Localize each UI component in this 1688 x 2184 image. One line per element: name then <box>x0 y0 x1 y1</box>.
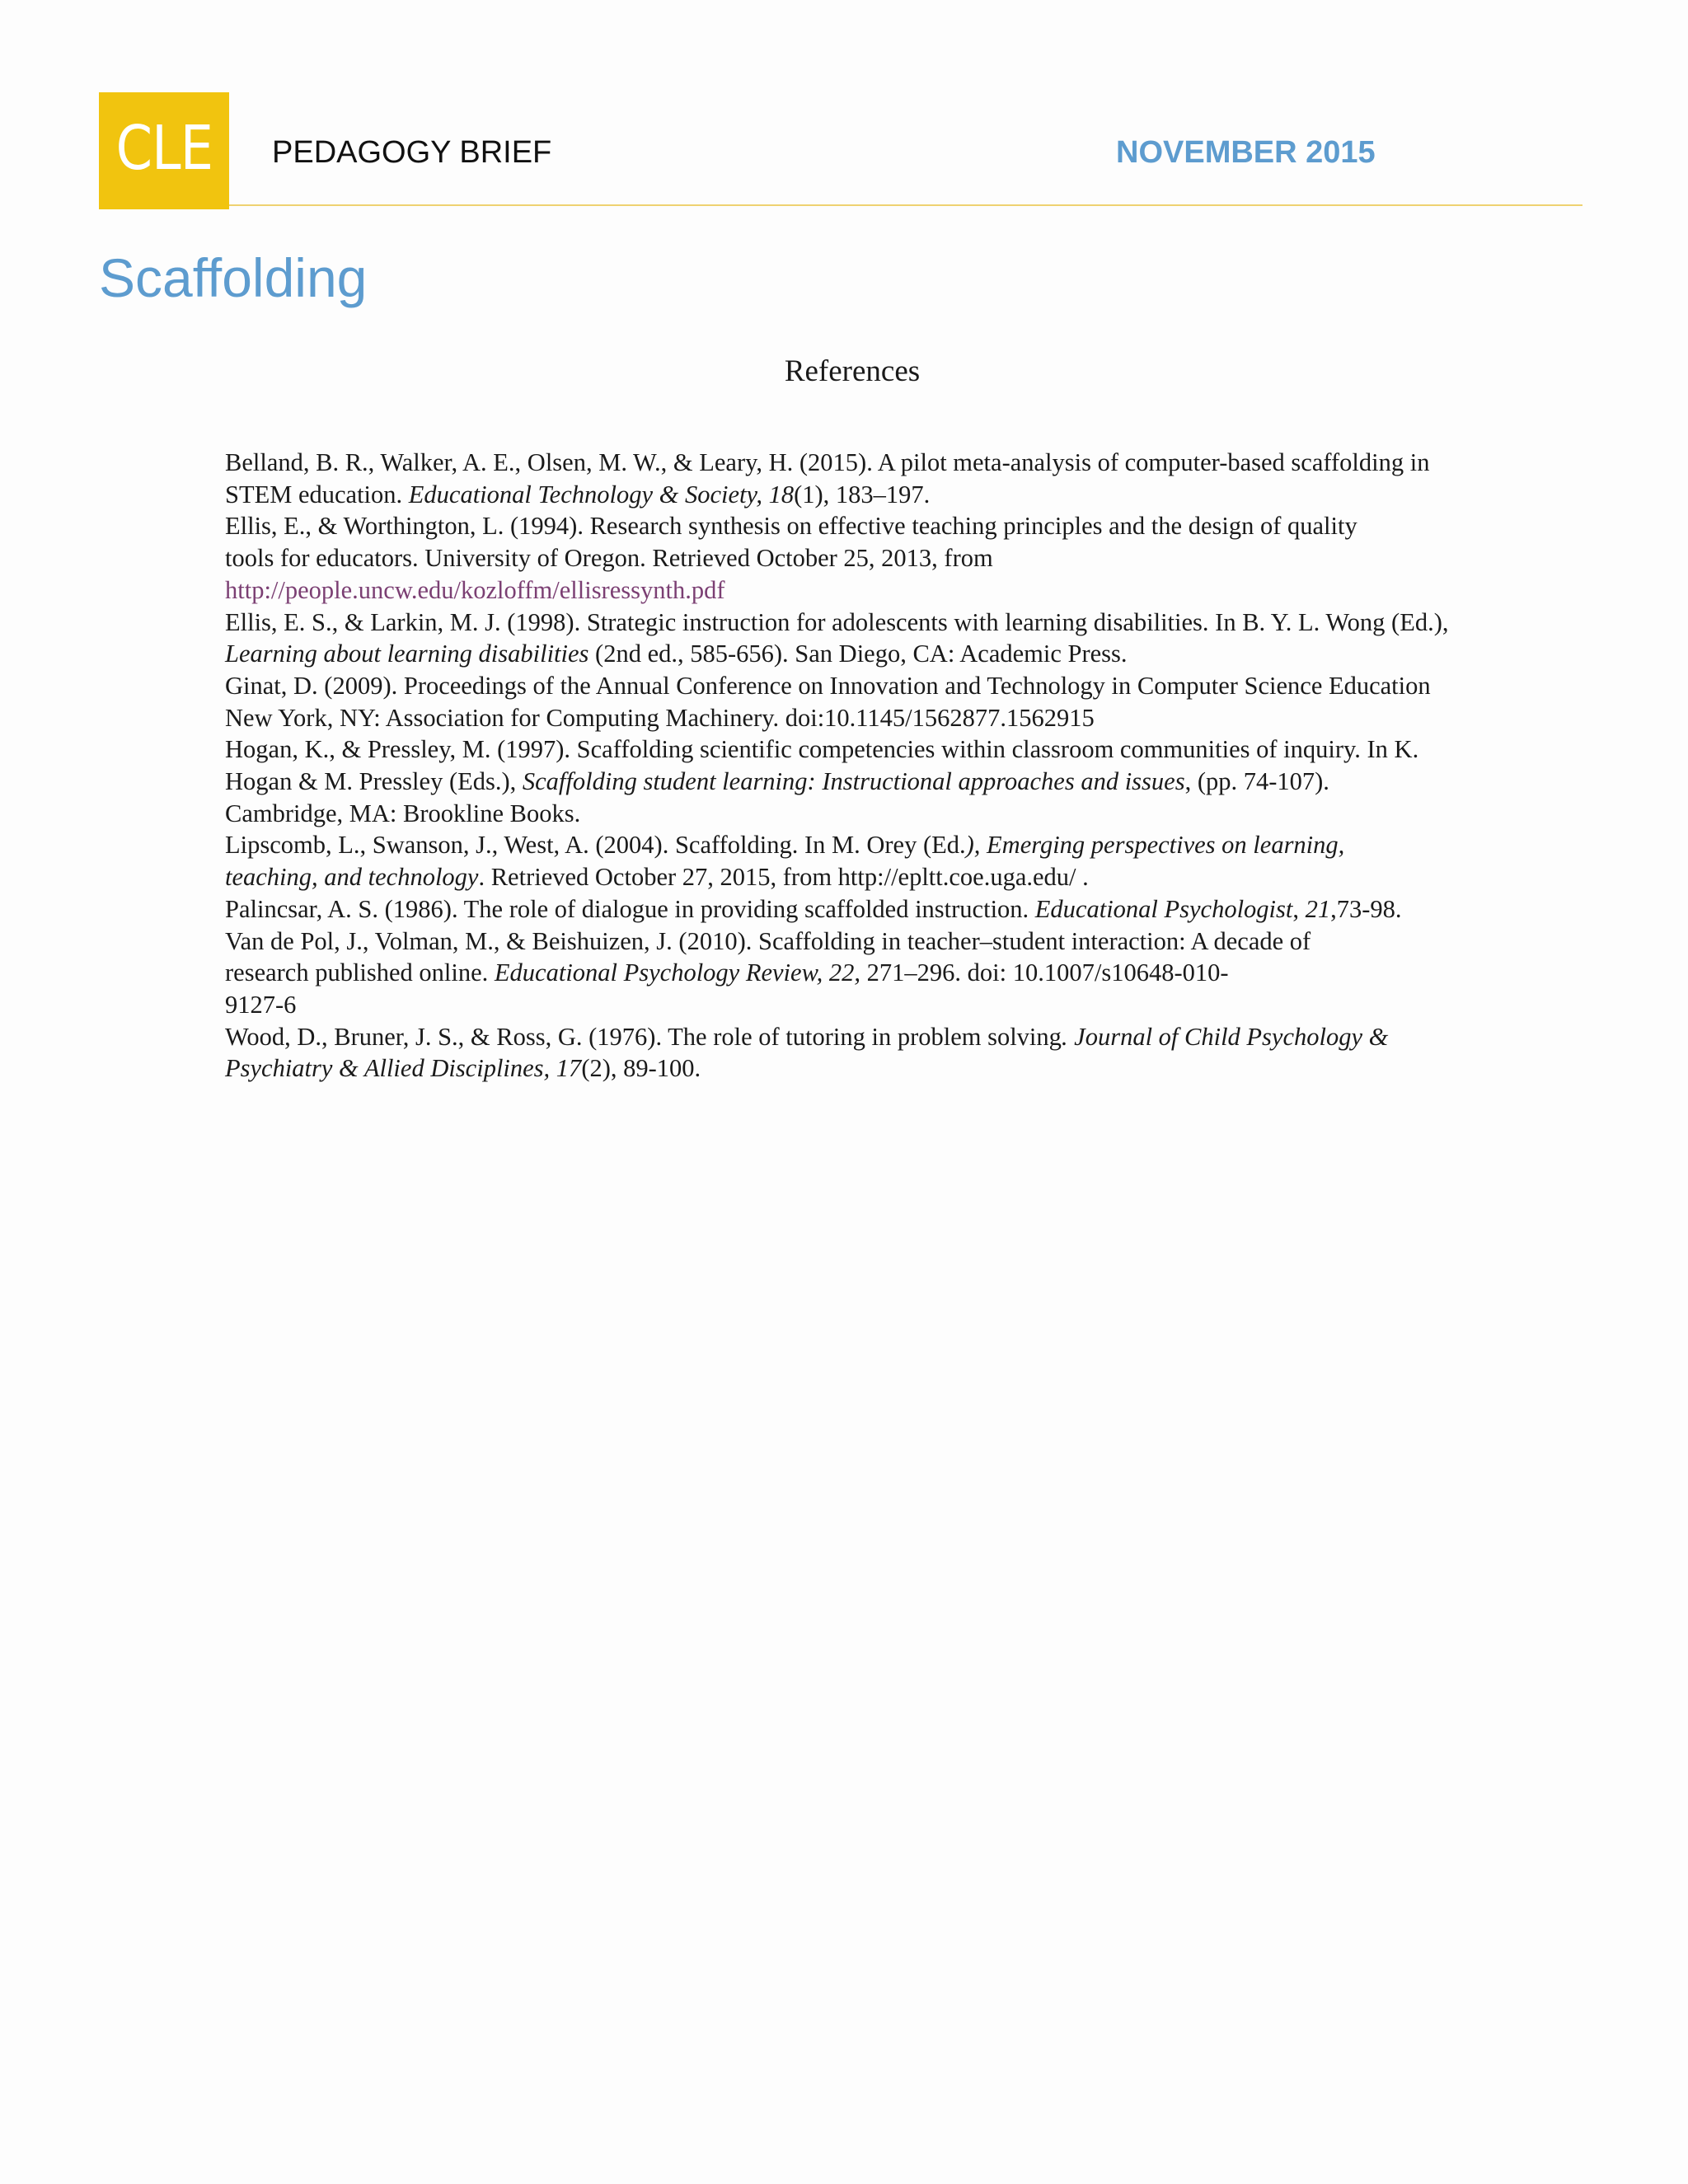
reference-belland-2015: Belland, B. R., Walker, A. E., Olsen, M. W., & Leary, H. (2015). A pilot meta-analysis of computer-based scaffolding in STEM education. Educational Technology & Society, 18(1), 183–197. <box>225 448 1430 509</box>
reference-link[interactable]: http://people.uncw.edu/kozloffm/ellisressynth.pdf <box>225 575 725 604</box>
brief-label: PEDAGOGY BRIEF <box>272 135 552 170</box>
reference-vandepol-2010: Van de Pol, J., Volman, M., & Beishuizen, J. (2010). Scaffolding in teacher–student interaction: A decade of research published online. Educational Psychology Review, 22, 271–296. doi: 10.1007/s10648-010- 9127-6 <box>225 926 1311 1019</box>
cle-logo <box>99 92 229 209</box>
references-heading: References <box>784 354 921 388</box>
reference-ellis-1994: Ellis, E., & Worthington, L. (1994). Research synthesis on effective teaching principles and the design of quality tools for educators. University of Oregon. Retrieved October 25, 2013, from http://people.uncw.edu/kozloffm/ellisressynth.pdf <box>225 512 1357 604</box>
logo-text: CLE <box>115 113 213 184</box>
reference-hogan-1997: Hogan, K., & Pressley, M. (1997). Scaffolding scientific competencies within classroom communities of inquiry. In K. Hogan & M. Pressley (Eds.), Scaffolding student learning: Instructional approaches and issues, (pp. 74-107). Cambridge, MA: Brookline Books. <box>225 735 1419 827</box>
reference-lipscomb-2004: Lipscomb, L., Swanson, J., West, A. (2004). Scaffolding. In M. Orey (Ed.), Emerging perspectives on learning, teaching, and technology. Retrieved October 27, 2015, from http://epltt.coe.uga.edu/ . <box>225 831 1345 892</box>
page-title: Scaffolding <box>99 247 368 308</box>
reference-list <box>225 447 1568 1085</box>
header-divider <box>229 204 1582 206</box>
reference-palincsar-1986: Palincsar, A. S. (1986). The role of dialogue in providing scaffolded instruction. Educational Psychologist, 21,73-98. <box>225 894 1402 923</box>
reference-ellis-1998: Ellis, E. S., & Larkin, M. J. (1998). Strategic instruction for adolescents with learning disabilities. In B. Y. L. Wong (Ed.), Learning about learning disabilities (2nd ed., 585-656). San Diego, CA: Academic Press. <box>225 607 1449 668</box>
reference-wood-1976: Wood, D., Bruner, J. S., & Ross, G. (1976). The role of tutoring in problem solving. Journal of Child Psychology & Psychiatry & Allied Disciplines, 17(2), 89-100. <box>225 1022 1389 1083</box>
reference-ginat-2009: Ginat, D. (2009). Proceedings of the Annual Conference on Innovation and Technology in Computer Science Education New York, NY: Association for Computing Machinery. doi:10.1145/1562877.1562915 <box>225 671 1431 732</box>
issue-date: NOVEMBER 2015 <box>1116 135 1376 170</box>
